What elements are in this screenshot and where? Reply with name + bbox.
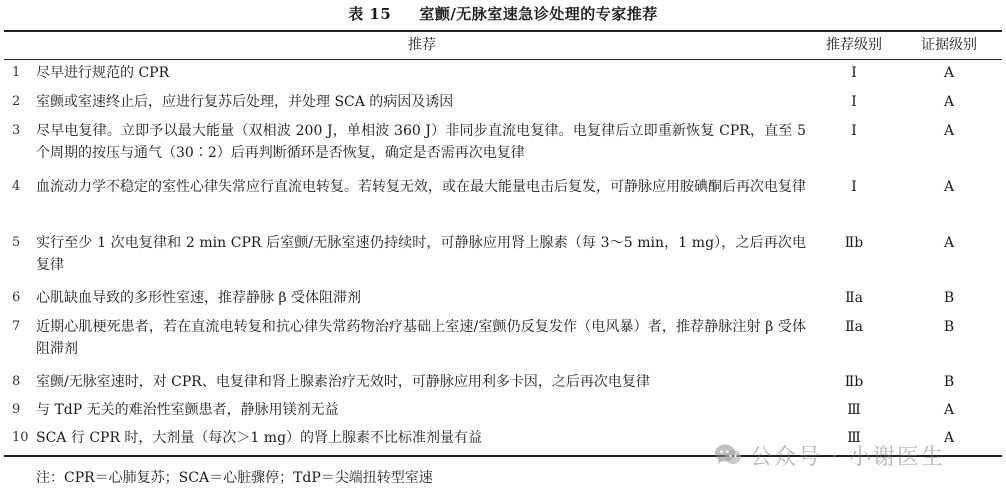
row-class: Ⅰ xyxy=(851,65,857,81)
table-top-rule xyxy=(4,30,1002,32)
row-class: Ⅰ xyxy=(851,179,857,195)
table-caption xyxy=(0,3,1006,24)
table-title: 室颤/无脉室速急诊处理的专家推荐 xyxy=(419,5,658,23)
row-class: Ⅰ xyxy=(851,123,857,139)
row-level: A xyxy=(943,430,955,446)
table-label: 表 15 xyxy=(348,5,392,23)
row-level: B xyxy=(943,374,955,390)
row-level: A xyxy=(943,179,955,195)
row-text: 尽早进行规范的 CPR xyxy=(36,65,170,81)
row-index: 3 xyxy=(12,123,21,138)
row-level: B xyxy=(943,290,955,306)
row-index: 10 xyxy=(12,430,29,445)
row-text: 室颤或室速终止后，应进行复苏后处理，并处理 SCA 的病因及诱因 xyxy=(36,94,454,110)
row-text: 与 TdP 无关的难治性室颤患者，静脉用镁剂无益 xyxy=(36,402,339,418)
row-class: Ⅱa xyxy=(845,319,863,335)
row-index: 6 xyxy=(12,290,21,305)
row-class: Ⅲ xyxy=(847,402,861,418)
row-text: 近期心肌梗死患者，若在直流电转复和抗心律失常药物治疗基础上室速/室颤仍反复发作（电风暴）者，推荐静脉注射 β 受体阻滞剂 xyxy=(36,319,806,357)
row-index: 7 xyxy=(12,319,21,334)
row-class: Ⅲ xyxy=(847,430,861,446)
header-level: 证据级别 xyxy=(921,37,977,53)
row-text: 心肌缺血导致的多形性室速，推荐静脉 β 受体阻滞剂 xyxy=(36,290,361,306)
row-index: 1 xyxy=(12,65,21,80)
row-text: 室颤/无脉室速时，对 CPR、电复律和肾上腺素治疗无效时，可静脉应用利多卡因，之后再次电复律 xyxy=(36,374,650,390)
row-class: Ⅰ xyxy=(851,94,857,110)
row-level: A xyxy=(943,94,955,110)
row-class: Ⅱb xyxy=(844,374,864,390)
row-index: 9 xyxy=(12,402,21,417)
row-index: 5 xyxy=(12,235,21,250)
wechat-icon xyxy=(714,443,742,467)
row-level: B xyxy=(943,319,955,335)
header-class: 推荐级别 xyxy=(826,37,882,53)
table-footnote: 注：CPR＝心肺复苏；SCA＝心脏骤停；TdP＝尖端扭转型室速 xyxy=(36,470,433,486)
row-class: Ⅱb xyxy=(844,235,864,251)
watermark xyxy=(714,438,945,472)
row-text: 血流动力学不稳定的室性心律失常应行直流电转复。若转复无效，或在最大能量电击后复发，可静脉应用胺碘酮后再次电复律 xyxy=(36,179,806,195)
row-level: A xyxy=(943,402,955,418)
row-text: SCA 行 CPR 时，大剂量（每次＞1 mg）的肾上腺素不比标准剂量有益 xyxy=(36,430,483,446)
row-level: A xyxy=(943,235,955,251)
table-header-rule xyxy=(4,59,1002,60)
header-recommendation: 推荐 xyxy=(408,37,436,53)
row-level: A xyxy=(943,65,955,81)
row-index: 8 xyxy=(12,374,21,389)
row-level: A xyxy=(943,123,955,139)
watermark-text: 公众号 · 小谢医生 xyxy=(750,444,945,470)
row-text: 实行至少 1 次电复律和 2 min CPR 后室颤/无脉室速仍持续时，可静脉应用肾上腺素（每 3～5 min，1 mg），之后再次电复律 xyxy=(36,235,806,273)
row-index: 4 xyxy=(12,179,21,194)
row-text: 尽早电复律。立即予以最大能量（双相波 200 J，单相波 360 J）非同步直流电复律。电复律后立即重新恢复 CPR，直至 5 个周期的按压与通气（30∶2）后再判断循环是否恢复，确定是否需再次电复律 xyxy=(36,123,806,161)
row-index: 2 xyxy=(12,94,21,109)
row-class: Ⅱa xyxy=(845,290,863,306)
